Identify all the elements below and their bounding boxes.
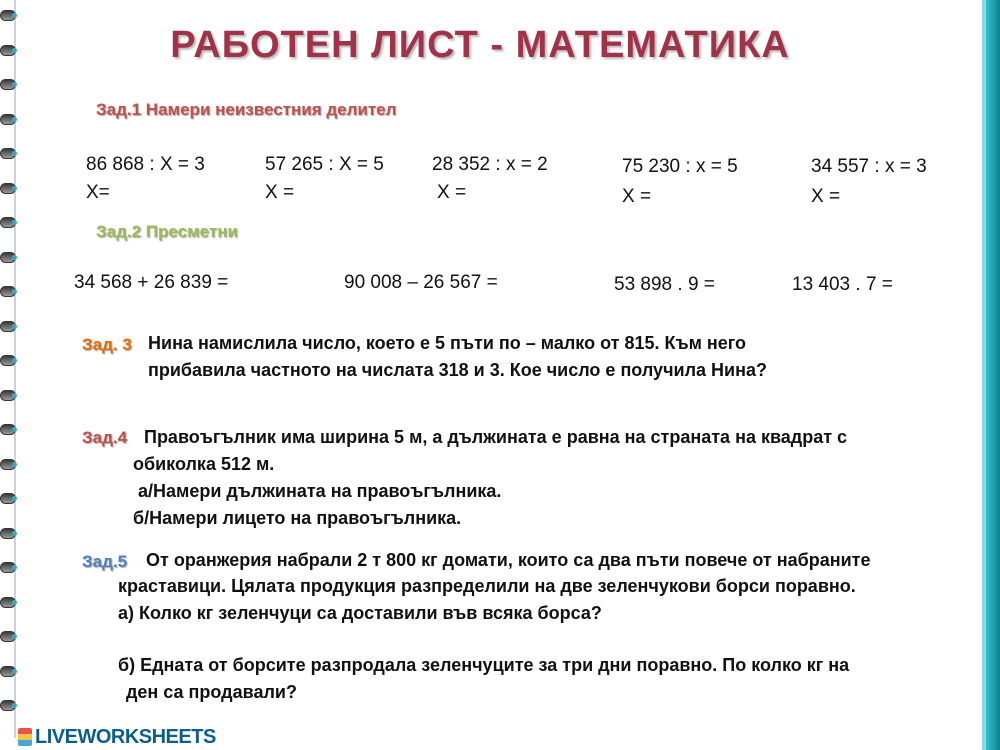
task1-expr-4: 75 230 : x = 5	[622, 156, 738, 177]
task3-label: Зад. 3	[82, 335, 132, 354]
page-title: РАБОТЕН ЛИСТ - МАТЕМАТИКА	[170, 24, 790, 66]
task1-expr-2: 57 265 : X = 5	[265, 154, 384, 175]
task1-answer-5[interactable]: X =	[811, 186, 841, 207]
notebook-ring	[0, 114, 16, 125]
notebook-ring	[0, 217, 16, 228]
notebook-ring	[0, 631, 16, 642]
task2-expr-2[interactable]: 90 008 – 26 567 =	[344, 272, 498, 293]
notebook-ring	[0, 528, 16, 539]
task1-expr-3: 28 352 : x = 2	[432, 154, 548, 175]
task1-answer-2[interactable]: X =	[265, 182, 295, 203]
task4-line-3: а/Намери дължината на правоъгълника.	[138, 481, 502, 501]
notebook-ring	[0, 597, 16, 608]
task3-line-2: прибавила частното на числата 318 и 3. Кое число е получила Нина?	[148, 360, 767, 380]
task4-line-2: обиколка 512 м.	[133, 454, 275, 474]
task1-expr-1: 86 868 : X = 3	[86, 154, 205, 175]
task1-answer-1[interactable]: X=	[86, 182, 110, 203]
notebook-ring	[0, 148, 16, 159]
task3-line-1: Нина намислила число, което е 5 пъти по – малко от 815. Към него	[148, 333, 747, 353]
notebook-ring	[0, 666, 16, 677]
task5-line-2: краставици. Цялата продукция разпределили на две зеленчукови борси поравно.	[118, 576, 856, 596]
task1-answer-4[interactable]: X =	[622, 186, 652, 207]
notebook-ring	[0, 252, 16, 263]
task4-line-4: б/Намери лицето на правоъгълника.	[133, 508, 462, 528]
task1-answer-3[interactable]: X =	[437, 182, 467, 203]
task2-expr-4[interactable]: 13 403 . 7 =	[792, 274, 893, 295]
task5-line-3: а) Колко кг зеленчуци са доставили във всяка борса?	[118, 603, 602, 623]
notebook-ring	[0, 286, 16, 297]
notebook-ring	[0, 424, 16, 435]
task2-label: Зад.2 Пресметни	[96, 222, 238, 241]
liveworksheets-logo-icon	[18, 728, 32, 746]
right-edge-bar	[986, 0, 1000, 750]
task5-line-1: От оранжерия набрали 2 т 800 кг домати, които са два пъти повече от набраните	[146, 550, 871, 570]
notebook-ring	[0, 700, 16, 711]
task4-line-1: Правоъгълник има ширина 5 м, а дължината е равна на страната на квадрат с	[144, 427, 848, 447]
task1-label: Зад.1 Намери неизвестния делител	[96, 100, 397, 119]
footer-brand: LIVEWORKSHEETS	[35, 726, 216, 748]
notebook-ring	[0, 562, 16, 573]
notebook-ring	[0, 79, 16, 90]
notebook-ring	[0, 355, 16, 366]
notebook-rings	[0, 10, 18, 730]
task5-label: Зад.5	[82, 552, 128, 571]
notebook-ring	[0, 183, 16, 194]
task2-expr-3[interactable]: 53 898 . 9 =	[614, 274, 715, 295]
task1-expr-5: 34 557 : x = 3	[811, 156, 927, 177]
task4-label: Зад.4	[82, 428, 128, 447]
notebook-ring	[0, 390, 16, 401]
notebook-ring	[0, 459, 16, 470]
notebook-ring	[0, 10, 16, 21]
liveworksheets-logo	[18, 726, 216, 748]
task2-expr-1[interactable]: 34 568 + 26 839 =	[74, 272, 229, 293]
task5-line-5: ден са продавали?	[126, 682, 297, 702]
notebook-ring	[0, 321, 16, 332]
task5-line-4: б) Едната от борсите разпродала зеленчуците за три дни поравно. По колко кг на	[118, 655, 850, 675]
notebook-ring	[0, 493, 16, 504]
